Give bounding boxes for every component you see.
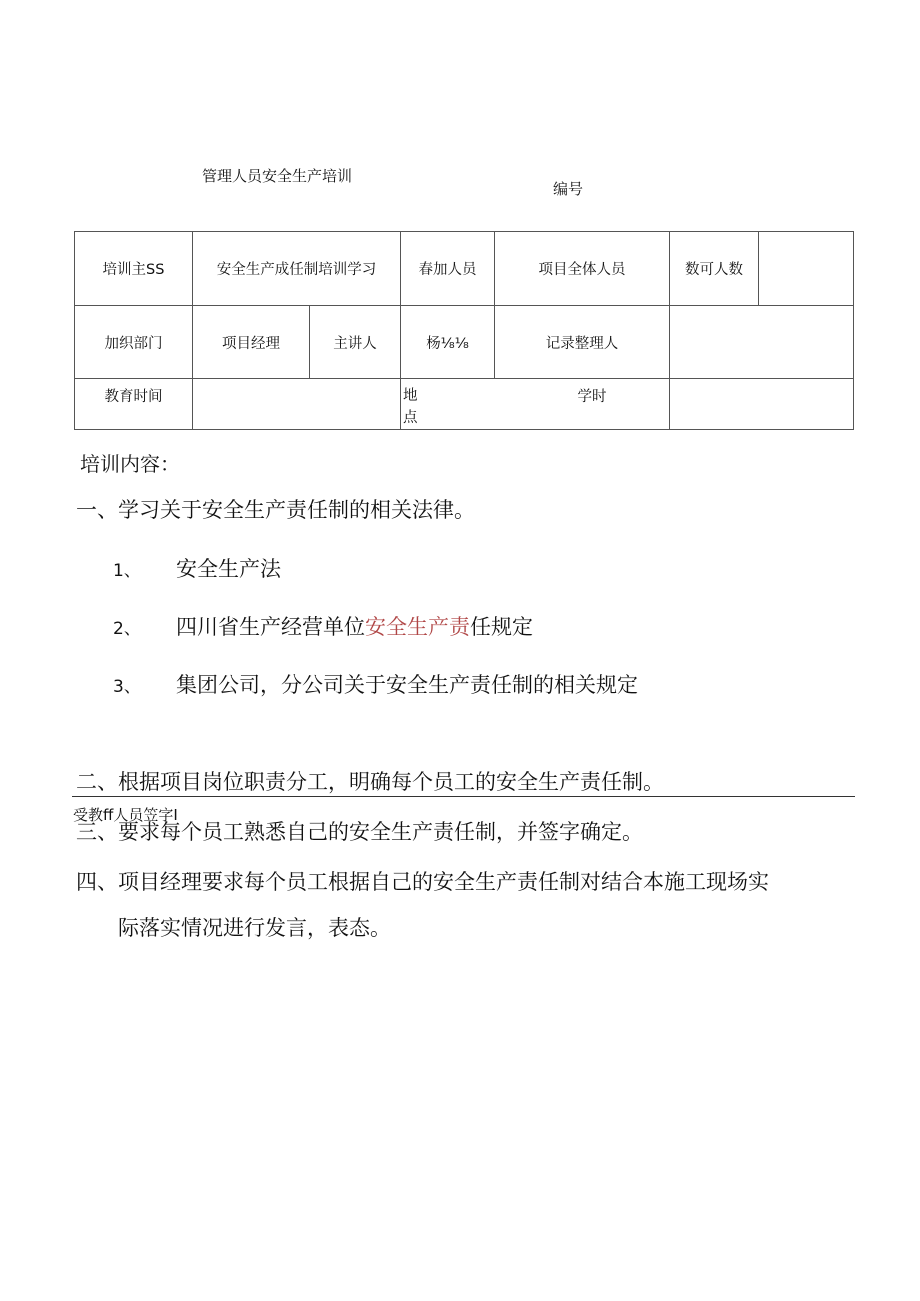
participants-label: 春加人员 [401,232,495,306]
content-item-2: 二、根据项目岗位职责分工，明确每个员工的安全生产责任制。 [76,770,664,794]
time-label: 教育时间 [75,379,193,430]
sub-item-3-text: 集团公司，分公司关于安全生产责任制的相关规定 [176,673,638,697]
signature-label: 受教ff人员笠字I [73,806,178,824]
speaker-label: 主讲人 [310,306,401,379]
participants-value: 项目全体人员 [495,232,670,306]
org-label: 加织部门 [75,306,193,379]
sub-item-2-text [176,611,533,641]
signature-divider [72,796,855,797]
sub-item-1-text: 安全生产法 [176,557,281,581]
sub-item-2-text-after: 任规定 [470,615,533,639]
sub-item-2-text-highlight: 安全生产责 [365,615,470,639]
content-item-1: 一、学习关于安全生产责任制的相关法律。 [76,498,475,522]
count-value[interactable] [759,232,854,306]
number-label: 编号 [553,180,584,198]
hours-value[interactable] [670,379,854,430]
content-heading: 培训内容： [80,452,180,476]
sub-item-2-number: 2、 [113,619,141,639]
document-title: 管理人员安全生产培训 [202,167,353,185]
content-item-4-line-1: 四、项目经理要求每个员工根据自己的安全生产责任制对结合本施工现场实 [76,870,769,894]
topic-label: 培训主SS [75,232,193,306]
place-label: 地点 [403,388,418,426]
recorder-label: 记录整理人 [495,306,670,379]
content-item-4-line-2: 际落实情况进行发言，表态。 [118,916,391,940]
speaker-value: 杨⅛⅛ [401,306,495,379]
org-value: 项目经理 [193,306,310,379]
sub-item-3-number: 3、 [113,677,141,697]
time-value[interactable] [193,379,401,430]
sub-item-2-text-before: 四川省生产经营单位 [176,615,365,639]
topic-value: 安全生产成任制培训学习 [193,232,401,306]
recorder-value[interactable] [670,306,854,379]
training-info-table [74,231,854,430]
content-item-3: 三、要求每个员工熟悉自己的安全生产责任制，并签字确定。 [76,820,643,844]
hours-label: 学时 [577,389,607,405]
count-label: 数可人数 [670,232,759,306]
sub-item-1-number: 1、 [113,561,141,581]
place-hours-cell [401,379,670,430]
